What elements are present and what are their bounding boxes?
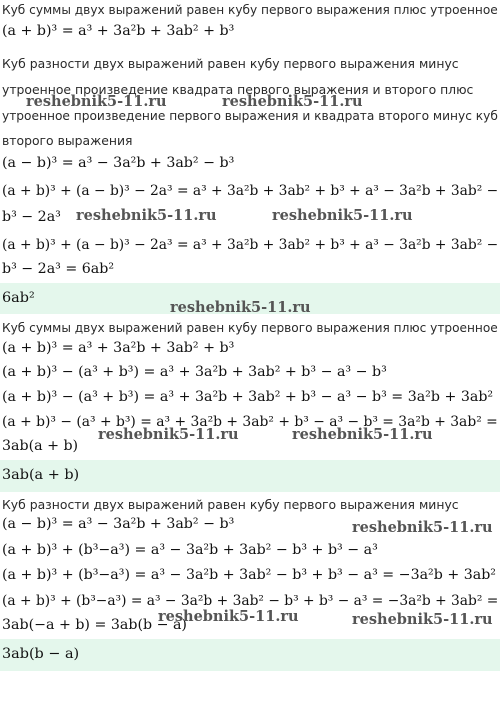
equation: (a − b)³ = a³ − 3a²b + 3ab² − b³: [2, 516, 235, 532]
explanation-text: второго выражения: [2, 133, 133, 148]
answer-text: 3ab(a + b): [2, 467, 80, 483]
equation: b³ − 2a³ = 6ab²: [2, 261, 115, 277]
watermark: reshebnik5-11.ru: [352, 519, 493, 536]
answer-text: 6ab²: [2, 290, 35, 306]
equation: (a + b)³ + (a − b)³ − 2a³ = a³ + 3a²b + 3ab² + b³ + a³ − 3a²b + 3ab² −: [2, 183, 499, 199]
watermark: reshebnik5-11.ru: [158, 608, 299, 625]
equation: (a + b)³ + (a − b)³ − 2a³ = a³ + 3a²b + 3ab² + b³ + a³ − 3a²b + 3ab² −: [2, 237, 499, 253]
explanation-text: Куб разности двух выражений равен кубу первого выражения минус: [2, 497, 459, 512]
equation: (a + b)³ + (b³−a³) = a³ − 3a²b + 3ab² − b³ + b³ − a³ = −3a²b + 3ab² =: [2, 593, 499, 609]
watermark: reshebnik5-11.ru: [292, 426, 433, 443]
equation: (a + b)³ = a³ + 3a²b + 3ab² + b³: [2, 23, 235, 39]
equation: b³ − 2a³: [2, 209, 61, 225]
answer-text: 3ab(b − a): [2, 646, 80, 662]
equation: (a − b)³ = a³ − 3a²b + 3ab² − b³: [2, 155, 235, 171]
explanation-text: Куб суммы двух выражений равен кубу первого выражения плюс утроенное: [2, 3, 498, 17]
equation: 3ab(−a + b) = 3ab(b − a): [2, 617, 187, 633]
explanation-text: утроенное произведение квадрата первого выражения и второго плюс: [2, 82, 474, 97]
watermark: reshebnik5-11.ru: [222, 93, 363, 110]
explanation-text: Куб разности двух выражений равен кубу первого выражения минус: [2, 56, 459, 71]
equation: (a + b)³ − (a³ + b³) = a³ + 3a²b + 3ab² + b³ − a³ − b³ = 3a²b + 3ab² =: [2, 414, 498, 430]
watermark: reshebnik5-11.ru: [98, 426, 239, 443]
equation: 3ab(a + b): [2, 438, 79, 454]
watermark: reshebnik5-11.ru: [26, 93, 167, 110]
explanation-text: утроенное произведение первого выражения и квадрата второго минус куб: [2, 109, 498, 123]
watermark: reshebnik5-11.ru: [170, 299, 311, 316]
explanation-text: Куб суммы двух выражений равен кубу первого выражения плюс утроенное: [2, 321, 498, 335]
watermark: reshebnik5-11.ru: [272, 207, 413, 224]
equation: (a + b)³ − (a³ + b³) = a³ + 3a²b + 3ab² + b³ − a³ − b³: [2, 364, 387, 380]
watermark: reshebnik5-11.ru: [76, 207, 217, 224]
equation: (a + b)³ + (b³−a³) = a³ − 3a²b + 3ab² − b³ + b³ − a³: [2, 542, 378, 558]
equation: (a + b)³ + (b³−a³) = a³ − 3a²b + 3ab² − b³ + b³ − a³ = −3a²b + 3ab²: [2, 567, 496, 583]
equation: (a + b)³ = a³ + 3a²b + 3ab² + b³: [2, 340, 235, 356]
watermark: reshebnik5-11.ru: [352, 611, 493, 628]
equation: (a + b)³ − (a³ + b³) = a³ + 3a²b + 3ab² + b³ − a³ − b³ = 3a²b + 3ab²: [2, 389, 494, 405]
